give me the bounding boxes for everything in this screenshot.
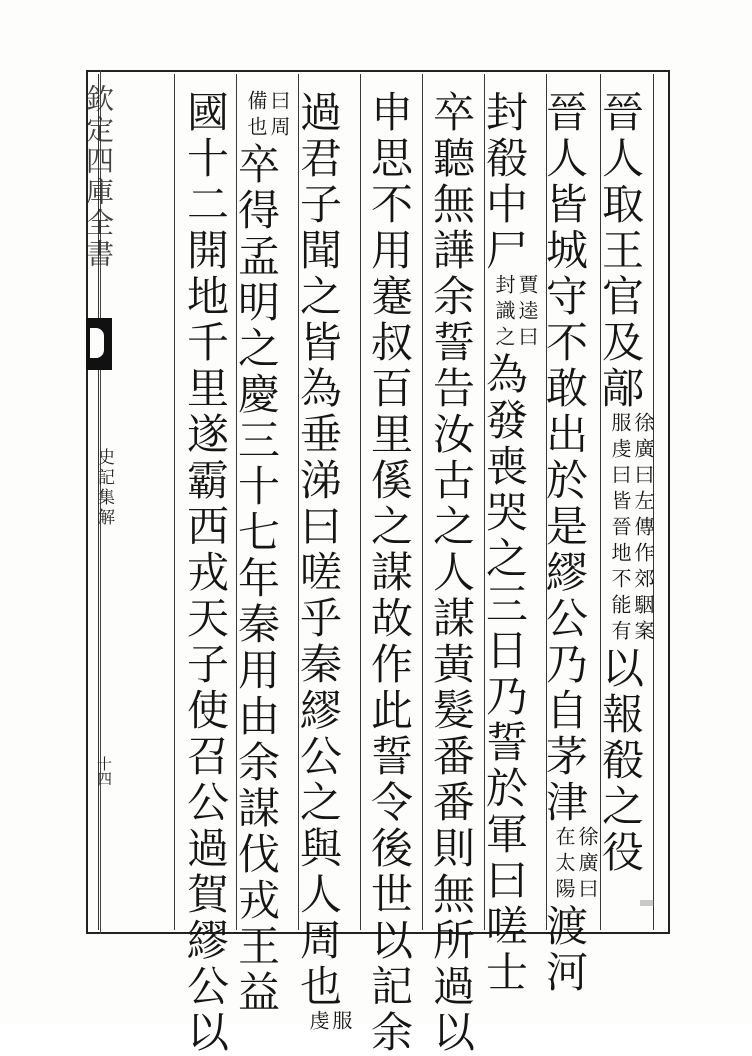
commentary-line: 賈逵曰 <box>515 274 539 352</box>
commentary-line: 服 <box>329 1010 353 1036</box>
text-column <box>180 90 230 1056</box>
commentary-line: 徐廣曰左傳作郊駰案 <box>631 412 655 646</box>
commentary-note <box>552 826 598 904</box>
main-text: 晉人皆城守不敢出於是繆公乃自茅津 <box>540 90 589 826</box>
main-text: 晉人取王官及鄗 <box>596 90 645 412</box>
commentary-note <box>306 1010 352 1036</box>
text-column <box>294 90 353 1036</box>
ink-smudge <box>640 900 654 906</box>
main-text: 封殽中尸 <box>480 90 529 274</box>
commentary-note <box>608 412 654 646</box>
book-title: 欽定四庫全書 <box>82 84 115 270</box>
main-text: 申思不用蹇叔百里傒之謀故作此誓令後世以記余 <box>365 90 414 1056</box>
section-name: 史記集解 <box>94 448 114 528</box>
column-divider <box>360 74 361 930</box>
text-column <box>540 90 599 996</box>
main-text: 渡河 <box>540 904 589 996</box>
commentary-note <box>244 90 290 142</box>
text-column <box>480 90 539 996</box>
commentary-line: 服虔曰皆晉地不能有 <box>608 412 632 646</box>
commentary-line: 封識之 <box>492 274 516 352</box>
commentary-line: 虔 <box>306 1010 330 1036</box>
commentary-note <box>492 274 538 352</box>
commentary-line: 在太陽 <box>552 826 576 904</box>
text-column <box>596 90 655 920</box>
commentary-line: 備也 <box>244 90 268 142</box>
page-number: 十四 <box>95 756 113 786</box>
column-divider <box>174 74 175 930</box>
main-text: 卒得孟明之慶三十七年秦用由余謀伐戎王益 <box>232 142 281 1016</box>
text-column <box>364 90 414 1056</box>
text-column <box>232 90 291 1016</box>
text-column <box>426 90 476 1056</box>
main-text: 過君子聞之皆為垂涕曰嗟乎秦繆公之與人周也 <box>294 90 343 1010</box>
column-divider <box>422 74 423 930</box>
commentary-line: 曰周 <box>267 90 291 142</box>
main-text: 國十二開地千里遂霸西戎天子使召公過賀繆公以 <box>181 90 230 1056</box>
main-text: 為發喪哭之三日乃誓於軍曰嗟士 <box>480 352 529 996</box>
main-text: 以報殽之役 <box>596 646 645 876</box>
commentary-line: 徐廣曰 <box>575 826 599 904</box>
main-text: 卒聽無譁余誓告汝古之人謀黃髮番番則無所過以 <box>427 90 476 1056</box>
fishtail-mark <box>86 318 112 370</box>
